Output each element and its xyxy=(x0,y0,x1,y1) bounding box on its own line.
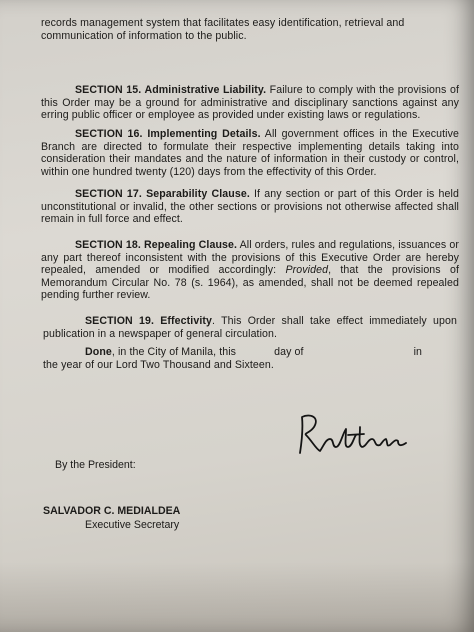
section-17-text: If any section or part of this Order is held unconstitutional or invalid, the other sections or provisions not otherwise affected shall remain in full force and effect. xyxy=(41,188,459,226)
section-19 xyxy=(43,315,457,340)
section-18-heading: SECTION 18. Repealing Clause. xyxy=(75,239,238,251)
section-15-heading: SECTION 15. Administrative Liability. xyxy=(75,84,267,96)
president-signature xyxy=(290,405,420,465)
page-shadow xyxy=(0,562,474,632)
section-18-text-before: All orders, rules and regulations, issuances or any part thereof inconsistent with the provisions of this Executive Order are hereby repealed, amended or modified accordingly: xyxy=(41,239,459,277)
section-17-heading: SECTION 17. Separability Clause. xyxy=(75,188,250,200)
section-16-text: All government offices in the Executive Branch are directed to formulate their respective implementing details taking into consideration their mandates and the nature of information in their custody or control, within one hundred twenty (120) days from the effectivity of this Order. xyxy=(41,128,459,178)
signatory-name: SALVADOR C. MEDIALDEA xyxy=(43,505,181,517)
done-text-3: in xyxy=(413,346,423,358)
section-18-text-after: , that the provisions of Memorandum Circular No. 78 (s. 1964), as amended, shall not be deemed repealed pending further review. xyxy=(41,264,459,302)
done-text-1: , in the City of Manila, this xyxy=(111,346,237,358)
signatory-title: Executive Secretary xyxy=(85,519,180,531)
done-heading: Done xyxy=(85,346,112,358)
section-19-text: . This Order shall take effect immediately upon publication in a newspaper of general circulation. xyxy=(43,315,458,340)
section-18 xyxy=(41,239,459,302)
section-19-heading: SECTION 19. Effectivity xyxy=(85,315,212,327)
done-clause xyxy=(43,346,463,371)
done-text-2: day of xyxy=(274,346,304,358)
section-16 xyxy=(41,128,459,178)
intro-line-2: communication of information to the public. xyxy=(41,29,247,42)
section-15-text: Failure to comply with the provisions of this Order may be a ground for administrative and disciplinary sanctions against any erring public officer or employee as provided under existing laws or regulations. xyxy=(41,84,459,122)
section-17 xyxy=(41,188,459,226)
by-the-president: By the President: xyxy=(55,459,136,471)
section-16-heading: SECTION 16. Implementing Details. xyxy=(75,128,261,140)
section-15 xyxy=(41,84,459,122)
intro-line-1: records management system that facilitates easy identification, retrieval and xyxy=(41,17,405,29)
intro-paragraph xyxy=(41,17,459,42)
done-line-2: the year of our Lord Two Thousand and Sixteen. xyxy=(43,358,274,371)
section-18-italic: Provided xyxy=(285,264,329,277)
